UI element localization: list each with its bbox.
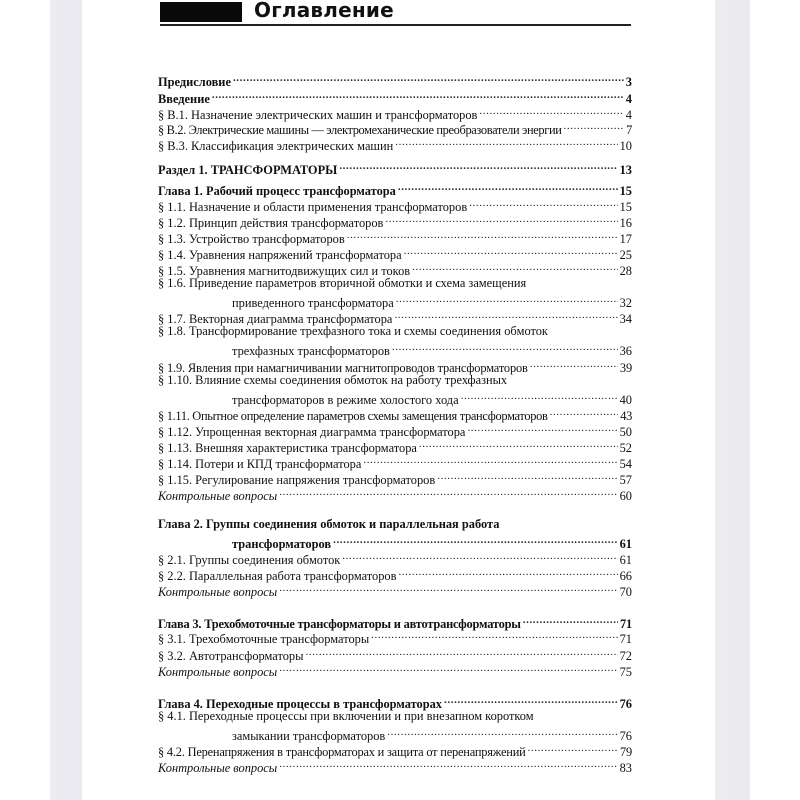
toc-entry-1-5[interactable]: § 1.5. Уравнения магнитодвижущих сил и токов ..... 28 bbox=[158, 259, 632, 275]
toc-chapter-2-line1[interactable]: Глава 2. Группы соединения обмоток и параллельная работа bbox=[158, 517, 500, 531]
toc-entry-b1[interactable]: § В.1. Назначение электрических машин и трансформаторов ..... 4 bbox=[158, 103, 632, 119]
page-number: 39 bbox=[619, 361, 632, 375]
leader-dots bbox=[394, 307, 617, 323]
leader-dots bbox=[347, 227, 618, 243]
page-number: 17 bbox=[619, 232, 632, 246]
page-number: 60 bbox=[619, 489, 632, 503]
leader-dots bbox=[530, 356, 618, 372]
toc-entry-1-11[interactable]: § 1.11. Опытное определение параметров схемы замещения трансформаторов ..... 43 bbox=[158, 404, 632, 420]
leader-dots bbox=[461, 388, 618, 404]
toc-entry-2-1[interactable]: § 2.1. Группы соединения обмоток ..... 61 bbox=[158, 548, 632, 564]
leader-dots bbox=[469, 195, 617, 211]
leader-dots bbox=[279, 580, 617, 596]
leader-dots bbox=[396, 291, 618, 307]
page-header bbox=[160, 0, 631, 26]
page-number: 34 bbox=[619, 312, 632, 326]
toc-entry-2-2[interactable]: § 2.2. Параллельная работа трансформаторов ..... 66 bbox=[158, 564, 632, 580]
page-number: 76 bbox=[619, 697, 632, 711]
page-number: 61 bbox=[619, 553, 632, 567]
page-number: 25 bbox=[619, 248, 632, 262]
toc-entry-ch1-questions[interactable]: Контрольные вопросы ..... 60 bbox=[158, 484, 632, 500]
toc-entry-1-4[interactable]: § 1.4. Уравнения напряжений трансформатора ..... 25 bbox=[158, 243, 632, 259]
page-number: 36 bbox=[619, 344, 632, 358]
leader-dots bbox=[333, 532, 618, 548]
leader-dots bbox=[387, 724, 617, 740]
leader-dots bbox=[279, 660, 617, 676]
toc-entry-1-10-line1[interactable]: § 1.10. Влияние схемы соединения обмоток на работу трехфазных bbox=[158, 373, 508, 387]
leader-dots bbox=[398, 179, 618, 195]
toc-entry-1-1[interactable]: § 1.1. Назначение и области применения трансформаторов ..... 15 bbox=[158, 195, 632, 211]
toc-entry-1-8-line2[interactable]: трехфазных трансформаторов ..... 36 bbox=[158, 339, 632, 355]
toc-entry-4-2[interactable]: § 4.2. Перенапряжения в трансформаторах и защита от перенапряжений ..... 79 bbox=[158, 740, 632, 756]
page-number: 13 bbox=[619, 163, 632, 177]
toc-entry-1-14[interactable]: § 1.14. Потери и КПД трансформатора ..... 54 bbox=[158, 452, 632, 468]
toc-entry-3-1[interactable]: § 3.1. Трехобмоточные трансформаторы ..... 71 bbox=[158, 627, 632, 643]
header-black-block bbox=[160, 2, 242, 22]
toc-entry-b2[interactable]: § В.2. Электрические машины — электромеханические преобразователи энергии ..... 7 bbox=[158, 118, 632, 134]
leader-dots bbox=[444, 692, 618, 708]
leader-dots bbox=[395, 134, 617, 150]
toc-chapter-1[interactable]: Глава 1. Рабочий процесс трансформатора ..... 15 bbox=[158, 179, 632, 195]
page-number: 16 bbox=[619, 216, 632, 230]
page-number: 83 bbox=[619, 761, 632, 775]
toc-entry-1-10-line2[interactable]: трансформаторов в режиме холостого хода ..... 40 bbox=[158, 388, 632, 404]
leader-dots bbox=[233, 70, 624, 86]
toc-entry-1-2[interactable]: § 1.2. Принцип действия трансформаторов ..... 16 bbox=[158, 211, 632, 227]
leader-dots bbox=[371, 627, 617, 643]
leader-dots bbox=[467, 420, 617, 436]
page-number: 4 bbox=[625, 108, 632, 122]
toc-chapter-3[interactable]: Глава 3. Трехобмоточные трансформаторы и автотрансформаторы ..... 71 bbox=[158, 612, 632, 628]
leader-dots bbox=[564, 118, 625, 134]
leader-dots bbox=[392, 339, 618, 355]
page-number: 71 bbox=[620, 617, 632, 631]
toc-entry-introduction[interactable]: Введение ..... 4 bbox=[158, 87, 632, 103]
page-number: 71 bbox=[619, 632, 632, 646]
leader-dots bbox=[437, 468, 617, 484]
leader-dots bbox=[385, 211, 617, 227]
page-number: 4 bbox=[625, 92, 632, 106]
leader-dots bbox=[412, 259, 617, 275]
leader-dots bbox=[404, 243, 618, 259]
toc-entry-preface[interactable]: Предисловие ..... 3 bbox=[158, 70, 632, 86]
page-number: 32 bbox=[619, 296, 632, 310]
page-number: 15 bbox=[619, 200, 632, 214]
page-number: 43 bbox=[620, 409, 632, 423]
leader-dots bbox=[339, 158, 617, 174]
toc-entry-3-2[interactable]: § 3.2. Автотрансформаторы ..... 72 bbox=[158, 644, 632, 660]
toc-entry-1-7[interactable]: § 1.7. Векторная диаграмма трансформатора ..... 34 bbox=[158, 307, 632, 323]
leader-dots bbox=[479, 103, 623, 119]
toc-entry-4-1-line1[interactable]: § 4.1. Переходные процессы при включении и при внезапном коротком bbox=[158, 709, 534, 723]
leader-dots bbox=[342, 548, 617, 564]
page-number: 15 bbox=[619, 184, 632, 198]
document-page bbox=[82, 0, 715, 800]
page-number: 54 bbox=[619, 457, 632, 471]
toc-chapter-4[interactable]: Глава 4. Переходные процессы в трансформаторах ..... 76 bbox=[158, 692, 632, 708]
header-rule bbox=[160, 24, 631, 26]
right-margin-strip bbox=[715, 0, 750, 800]
toc-entry-1-12[interactable]: § 1.12. Упрощенная векторная диаграмма трансформатора ..... 50 bbox=[158, 420, 632, 436]
leader-dots bbox=[279, 484, 617, 500]
page-number: 61 bbox=[619, 537, 632, 551]
page-number: 52 bbox=[619, 441, 632, 455]
toc-entry-1-8-line1[interactable]: § 1.8. Трансформирование трехфазного тока и схемы соединения обмоток bbox=[158, 324, 548, 338]
toc-section-1[interactable]: Раздел 1. ТРАНСФОРМАТОРЫ ..... 13 bbox=[158, 158, 632, 174]
leader-dots bbox=[550, 404, 619, 420]
leader-dots bbox=[363, 452, 617, 468]
toc-entry-1-6-line2[interactable]: приведенного трансформатора ..... 32 bbox=[158, 291, 632, 307]
toc-entry-4-1-line2[interactable]: замыкании трансформаторов ..... 76 bbox=[158, 724, 632, 740]
page-number: 79 bbox=[620, 745, 632, 759]
page-number: 75 bbox=[619, 665, 632, 679]
toc-entry-ch4-questions[interactable]: Контрольные вопросы ..... 83 bbox=[158, 756, 632, 772]
toc-entry-1-13[interactable]: § 1.13. Внешняя характеристика трансформатора ..... 52 bbox=[158, 436, 632, 452]
leader-dots bbox=[419, 436, 618, 452]
toc-entry-1-6-line1[interactable]: § 1.6. Приведение параметров вторичной обмотки и схема замещения bbox=[158, 276, 527, 290]
toc-entry-ch3-questions[interactable]: Контрольные вопросы ..... 75 bbox=[158, 660, 632, 676]
page-number: 70 bbox=[619, 585, 632, 599]
page-number: 72 bbox=[619, 649, 632, 663]
leader-dots bbox=[279, 756, 617, 772]
page-number: 28 bbox=[619, 264, 632, 278]
leader-dots bbox=[523, 612, 618, 628]
toc-entry-b3[interactable]: § В.3. Классификация электрических машин ..... 10 bbox=[158, 134, 632, 150]
page-number: 10 bbox=[619, 139, 632, 153]
page-number: 57 bbox=[619, 473, 632, 487]
page-number: 76 bbox=[619, 729, 632, 743]
toc-entry-1-9[interactable]: § 1.9. Явления при намагничивании магнитопроводов трансформаторов ..... 39 bbox=[158, 356, 632, 372]
toc-chapter-2-line2[interactable]: трансформаторов ..... 61 bbox=[158, 532, 632, 548]
leader-dots bbox=[212, 87, 624, 103]
toc-entry-1-15[interactable]: § 1.15. Регулирование напряжения трансформаторов ..... 57 bbox=[158, 468, 632, 484]
leader-dots bbox=[305, 644, 617, 660]
toc-entry-ch2-questions[interactable]: Контрольные вопросы ..... 70 bbox=[158, 580, 632, 596]
page-number: 66 bbox=[619, 569, 632, 583]
leader-dots bbox=[528, 740, 618, 756]
page-number: 3 bbox=[625, 75, 632, 89]
page-number: 50 bbox=[619, 425, 632, 439]
page-number: 7 bbox=[626, 123, 632, 137]
page-title: Оглавление bbox=[254, 0, 394, 22]
page-number: 40 bbox=[619, 393, 632, 407]
left-margin-strip bbox=[50, 0, 82, 800]
leader-dots bbox=[398, 564, 617, 580]
toc-entry-1-3[interactable]: § 1.3. Устройство трансформаторов ..... 17 bbox=[158, 227, 632, 243]
